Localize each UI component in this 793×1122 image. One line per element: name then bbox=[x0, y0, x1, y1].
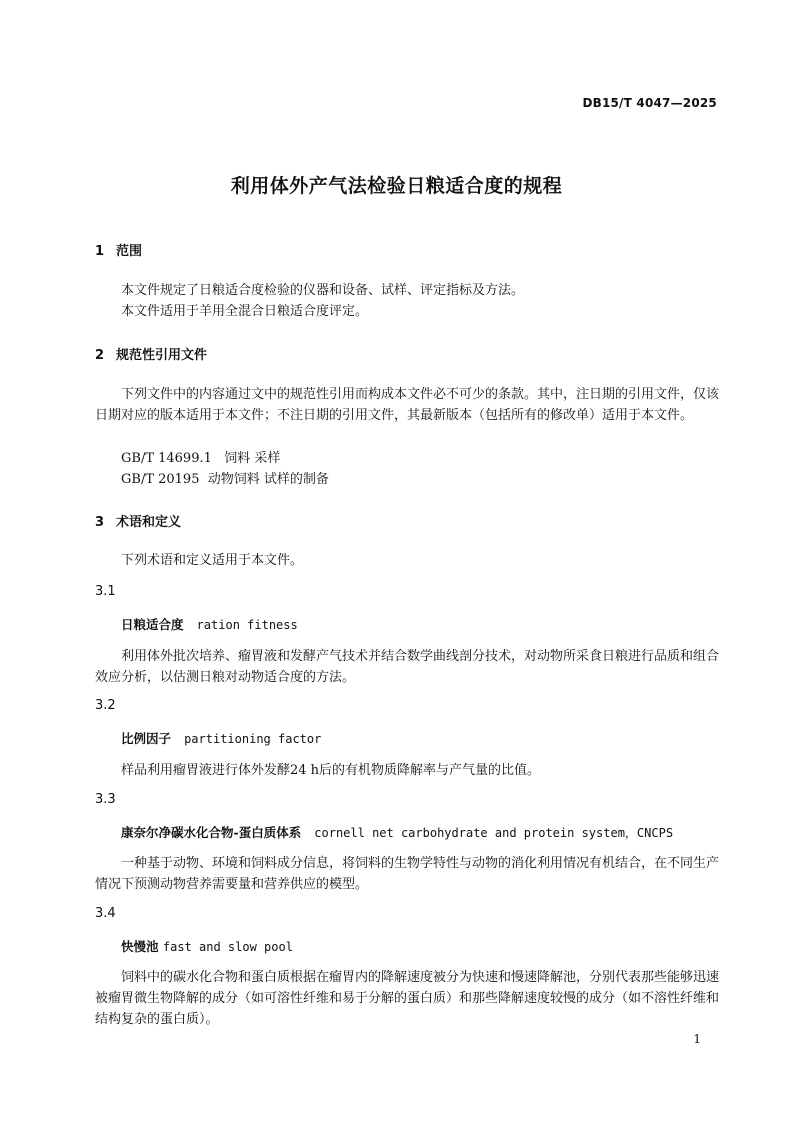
term-cn: 康奈尔净碳水化合物-蛋白质体系 bbox=[121, 825, 302, 840]
term-en: partitioning factor bbox=[184, 732, 322, 746]
term-number: 3.2 bbox=[95, 698, 116, 713]
paragraph: 下列术语和定义适用于本文件。 bbox=[121, 553, 304, 568]
paragraph: 本文件适用于羊用全混合日粮适合度评定。 bbox=[121, 304, 369, 319]
reference-code: GB/T 20195 bbox=[121, 472, 200, 487]
paragraph: 本文件规定了日粮适合度检验的仪器和设备、试样、评定指标及方法。 bbox=[121, 283, 525, 298]
document-number: DB15/T 4047—2025 bbox=[582, 96, 717, 110]
term-cn: 快慢池 bbox=[121, 939, 159, 954]
term-heading bbox=[121, 937, 293, 955]
section-number: 1 bbox=[95, 244, 105, 259]
term-heading bbox=[121, 615, 298, 633]
term-number: 3.4 bbox=[95, 906, 116, 921]
section-number: 2 bbox=[95, 348, 105, 363]
term-en: ration fitness bbox=[196, 618, 298, 632]
term-cn: 比例因子 bbox=[121, 731, 172, 746]
page-title: 利用体外产气法检验日粮适合度的规程 bbox=[230, 175, 563, 197]
term-number: 3.3 bbox=[95, 792, 116, 807]
term-definition: 样品利用瘤胃液进行体外发酵24 h后的有机物质降解率与产气量的比值。 bbox=[121, 763, 541, 778]
term-definition: 一种基于动物、环境和饲料成分信息，将饲料的生物学特性与动物的消化利用情况有机结合，在不同生产情况下预测动物营养需要量和营养供应的模型。 bbox=[95, 856, 720, 892]
term-definition: 利用体外批次培养、瘤胃液和发酵产气技术并结合数学曲线剖分技术，对动物所采食日粮进行品质和组合效应分析，以估测日粮对动物适合度的方法。 bbox=[95, 649, 720, 685]
reference-code: GB/T 14699.1 bbox=[121, 451, 212, 466]
page-number: 1 bbox=[693, 1032, 701, 1046]
paragraph: 下列文件中的内容通过文中的规范性引用而构成本文件必不可少的条款。其中，注日期的引用文件，仅该日期对应的版本适用于本文件；不注日期的引用文件，其最新版本（包括所有的修改单）适用于本文件。 bbox=[95, 387, 720, 423]
term-en: cornell net carbohydrate and protein system，CNCPS bbox=[314, 826, 674, 840]
term-heading bbox=[121, 729, 321, 747]
reference-title: 动物饲料 试样的制备 bbox=[207, 472, 329, 487]
reference-item bbox=[121, 447, 280, 466]
reference-title: 饲料 采样 bbox=[224, 451, 281, 466]
section-title: 范围 bbox=[116, 244, 143, 259]
term-number: 3.1 bbox=[95, 584, 116, 599]
section-title: 规范性引用文件 bbox=[116, 348, 208, 363]
section-heading-normative-references bbox=[95, 344, 207, 363]
term-definition: 饲料中的碳水化合物和蛋白质根据在瘤胃内的降解速度被分为快速和慢速降解池，分别代表那些能够迅速被瘤胃微生物降解的成分（如可溶性纤维和易于分解的蛋白质）和那些降解速度较慢的成分（如不溶性纤维和结构复杂的蛋白质）。 bbox=[95, 970, 720, 1027]
term-cn: 日粮适合度 bbox=[121, 617, 184, 632]
section-number: 3 bbox=[95, 515, 105, 530]
reference-item bbox=[121, 468, 329, 487]
term-heading bbox=[121, 823, 673, 841]
section-heading-terms bbox=[95, 511, 181, 530]
section-heading-scope bbox=[95, 240, 142, 259]
term-en: fast and slow pool bbox=[162, 940, 293, 954]
section-title: 术语和定义 bbox=[116, 515, 182, 530]
